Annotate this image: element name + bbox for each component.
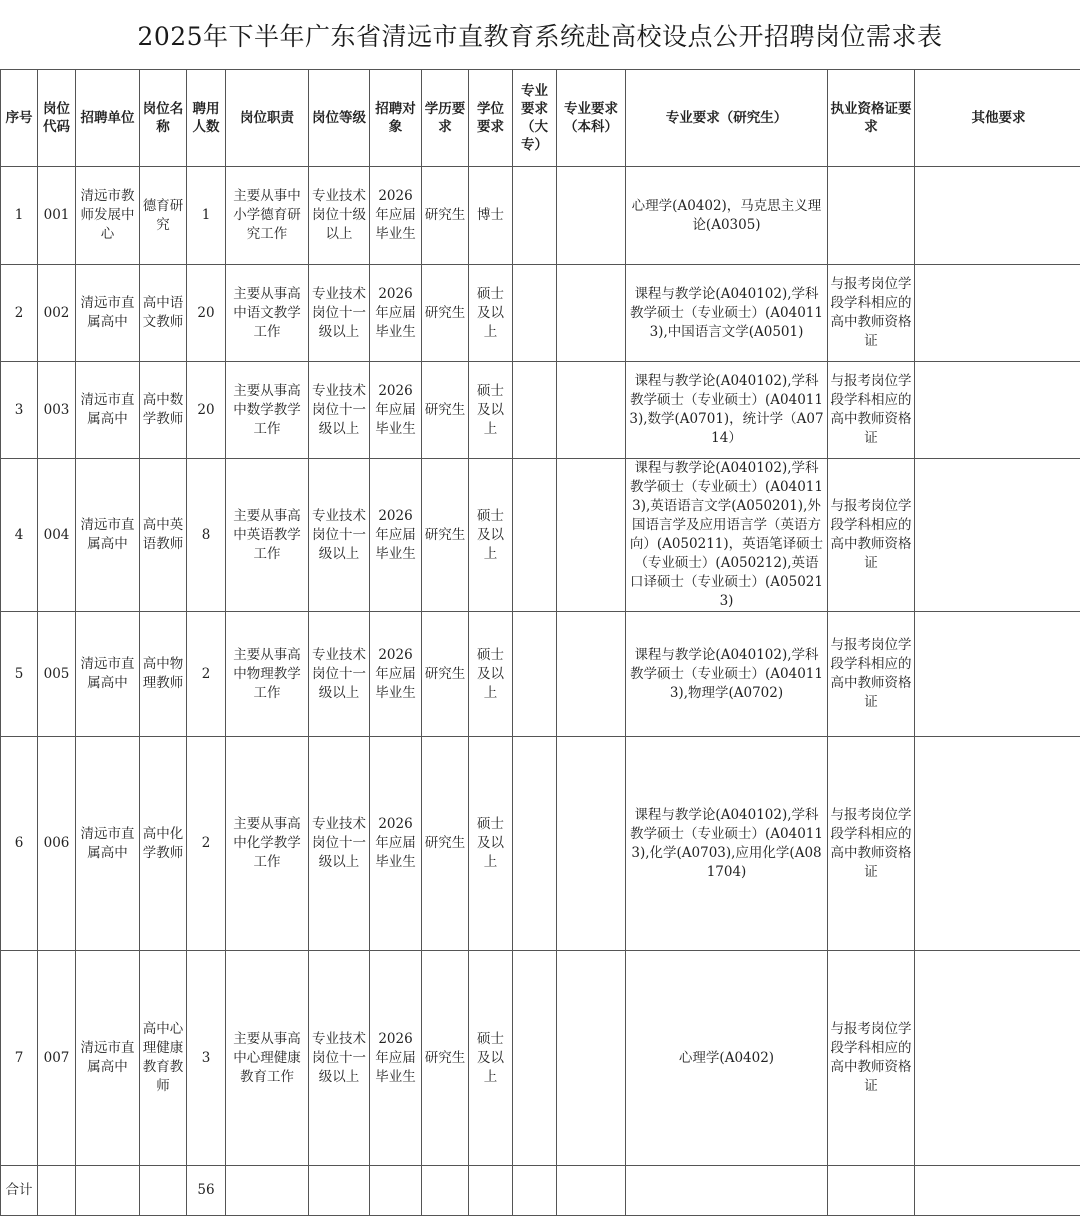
cell-major-grad: 心理学(A0402)，马克思主义理论(A0305)	[626, 167, 828, 265]
table-header-row	[1, 70, 1080, 167]
cell-major-grad: 课程与教学论(A040102),学科教学硕士（专业硕士）(A040113),物理学(A0702)	[626, 612, 828, 737]
cell-post: 德育研究	[140, 167, 187, 265]
total-label: 合计	[1, 1166, 38, 1216]
cell-code: 004	[38, 459, 76, 612]
header-count: 聘用人数	[187, 70, 226, 167]
cell-unit: 清远市直属高中	[76, 737, 140, 951]
cell-other	[915, 265, 1080, 362]
cell-other	[915, 951, 1080, 1166]
cell-major-dazhuan	[513, 167, 557, 265]
cell-target: 2026年应届毕业生	[370, 737, 422, 951]
page-title: 2025年下半年广东省清远市直教育系统赴高校设点公开招聘岗位需求表	[0, 0, 1080, 70]
cell-level: 专业技术岗位十一级以上	[309, 459, 370, 612]
cell-level: 专业技术岗位十一级以上	[309, 362, 370, 459]
cell-edu: 研究生	[422, 951, 469, 1166]
cell-major-dazhuan	[513, 265, 557, 362]
header-duty: 岗位职责	[226, 70, 309, 167]
cell-level: 专业技术岗位十级以上	[309, 167, 370, 265]
cell-seq: 3	[1, 362, 38, 459]
table-row	[1, 951, 1080, 1166]
cell-major-dazhuan	[513, 459, 557, 612]
cell-duty: 主要从事高中化学教学工作	[226, 737, 309, 951]
cell-count: 3	[187, 951, 226, 1166]
header-major-grad: 专业要求（研究生）	[626, 70, 828, 167]
cell-major-grad: 心理学(A0402)	[626, 951, 828, 1166]
cell-code: 005	[38, 612, 76, 737]
cell-major-dazhuan	[513, 612, 557, 737]
cell-major-benke	[557, 737, 626, 951]
cell-target: 2026年应届毕业生	[370, 167, 422, 265]
cell-duty: 主要从事高中语文教学工作	[226, 265, 309, 362]
cell-code: 007	[38, 951, 76, 1166]
recruitment-table	[0, 69, 1080, 1216]
cell-edu: 研究生	[422, 167, 469, 265]
cell-level: 专业技术岗位十一级以上	[309, 612, 370, 737]
cell-cert: 与报考岗位学段学科相应的高中教师资格证	[828, 951, 915, 1166]
table-row	[1, 612, 1080, 737]
cell-count: 20	[187, 265, 226, 362]
cell-duty: 主要从事高中心理健康教育工作	[226, 951, 309, 1166]
cell-seq: 6	[1, 737, 38, 951]
total-empty-cell	[915, 1166, 1080, 1216]
header-edu: 学历要求	[422, 70, 469, 167]
cell-major-dazhuan	[513, 737, 557, 951]
cell-degree: 硕士及以上	[469, 951, 513, 1166]
cell-target: 2026年应届毕业生	[370, 951, 422, 1166]
total-empty-cell	[370, 1166, 422, 1216]
cell-code: 003	[38, 362, 76, 459]
total-row	[1, 1166, 1080, 1216]
cell-count: 8	[187, 459, 226, 612]
cell-post: 高中数学教师	[140, 362, 187, 459]
cell-seq: 5	[1, 612, 38, 737]
cell-cert: 与报考岗位学段学科相应的高中教师资格证	[828, 737, 915, 951]
cell-post: 高中英语教师	[140, 459, 187, 612]
cell-other	[915, 362, 1080, 459]
cell-count: 1	[187, 167, 226, 265]
cell-target: 2026年应届毕业生	[370, 459, 422, 612]
total-empty-cell	[626, 1166, 828, 1216]
cell-unit: 清远市直属高中	[76, 612, 140, 737]
table-row	[1, 167, 1080, 265]
cell-major-grad: 课程与教学论(A040102),学科教学硕士（专业硕士）(A040113),数学(A0701)，统计学（A0714）	[626, 362, 828, 459]
header-unit: 招聘单位	[76, 70, 140, 167]
total-empty-cell	[513, 1166, 557, 1216]
cell-post: 高中化学教师	[140, 737, 187, 951]
cell-level: 专业技术岗位十一级以上	[309, 265, 370, 362]
cell-major-benke	[557, 167, 626, 265]
cell-count: 2	[187, 737, 226, 951]
cell-duty: 主要从事中小学德育研究工作	[226, 167, 309, 265]
total-empty-cell	[309, 1166, 370, 1216]
cell-edu: 研究生	[422, 737, 469, 951]
cell-count: 20	[187, 362, 226, 459]
cell-unit: 清远市直属高中	[76, 362, 140, 459]
cell-seq: 7	[1, 951, 38, 1166]
cell-post: 高中语文教师	[140, 265, 187, 362]
cell-level: 专业技术岗位十一级以上	[309, 737, 370, 951]
cell-edu: 研究生	[422, 612, 469, 737]
cell-degree: 硕士及以上	[469, 362, 513, 459]
cell-unit: 清远市直属高中	[76, 265, 140, 362]
cell-major-benke	[557, 951, 626, 1166]
total-empty-cell	[557, 1166, 626, 1216]
total-empty-cell	[38, 1166, 76, 1216]
header-major-dazhuan: 专业要求（大专）	[513, 70, 557, 167]
cell-unit: 清远市教师发展中心	[76, 167, 140, 265]
total-empty-cell	[76, 1166, 140, 1216]
total-empty-cell	[140, 1166, 187, 1216]
cell-other	[915, 167, 1080, 265]
cell-edu: 研究生	[422, 265, 469, 362]
cell-duty: 主要从事高中英语教学工作	[226, 459, 309, 612]
header-target: 招聘对象	[370, 70, 422, 167]
cell-target: 2026年应届毕业生	[370, 612, 422, 737]
cell-level: 专业技术岗位十一级以上	[309, 951, 370, 1166]
total-empty-cell	[422, 1166, 469, 1216]
cell-seq: 1	[1, 167, 38, 265]
table-row	[1, 459, 1080, 612]
total-count: 56	[187, 1166, 226, 1216]
header-other: 其他要求	[915, 70, 1080, 167]
cell-count: 2	[187, 612, 226, 737]
cell-other	[915, 612, 1080, 737]
table-row	[1, 362, 1080, 459]
header-code: 岗位代码	[38, 70, 76, 167]
cell-major-dazhuan	[513, 951, 557, 1166]
cell-degree: 硕士及以上	[469, 612, 513, 737]
total-empty-cell	[469, 1166, 513, 1216]
cell-code: 002	[38, 265, 76, 362]
cell-code: 001	[38, 167, 76, 265]
cell-degree: 硕士及以上	[469, 737, 513, 951]
header-degree: 学位要求	[469, 70, 513, 167]
cell-degree: 硕士及以上	[469, 265, 513, 362]
cell-major-benke	[557, 265, 626, 362]
cell-major-benke	[557, 362, 626, 459]
cell-edu: 研究生	[422, 459, 469, 612]
cell-major-benke	[557, 459, 626, 612]
table-row	[1, 737, 1080, 951]
cell-unit: 清远市直属高中	[76, 951, 140, 1166]
cell-degree: 硕士及以上	[469, 459, 513, 612]
cell-code: 006	[38, 737, 76, 951]
header-level: 岗位等级	[309, 70, 370, 167]
total-empty-cell	[226, 1166, 309, 1216]
header-major-benke: 专业要求（本科）	[557, 70, 626, 167]
cell-post: 高中心理健康教育教师	[140, 951, 187, 1166]
cell-post: 高中物理教师	[140, 612, 187, 737]
total-empty-cell	[828, 1166, 915, 1216]
header-seq: 序号	[1, 70, 38, 167]
cell-cert: 与报考岗位学段学科相应的高中教师资格证	[828, 459, 915, 612]
cell-major-grad: 课程与教学论(A040102),学科教学硕士（专业硕士）(A040113),英语语言文学(A050201),外国语言学及应用语言学（英语方向）(A050211)，英语笔译硕士（专业硕士）(A050212),英语口译硕士（专业硕士）(A050213)	[626, 459, 828, 612]
cell-other	[915, 737, 1080, 951]
cell-edu: 研究生	[422, 362, 469, 459]
cell-cert: 与报考岗位学段学科相应的高中教师资格证	[828, 362, 915, 459]
cell-unit: 清远市直属高中	[76, 459, 140, 612]
cell-cert	[828, 167, 915, 265]
cell-duty: 主要从事高中数学教学工作	[226, 362, 309, 459]
cell-major-dazhuan	[513, 362, 557, 459]
cell-target: 2026年应届毕业生	[370, 265, 422, 362]
cell-cert: 与报考岗位学段学科相应的高中教师资格证	[828, 612, 915, 737]
cell-other	[915, 459, 1080, 612]
cell-target: 2026年应届毕业生	[370, 362, 422, 459]
cell-cert: 与报考岗位学段学科相应的高中教师资格证	[828, 265, 915, 362]
cell-seq: 4	[1, 459, 38, 612]
header-cert: 执业资格证要求	[828, 70, 915, 167]
table-row	[1, 265, 1080, 362]
header-post: 岗位名称	[140, 70, 187, 167]
cell-seq: 2	[1, 265, 38, 362]
cell-major-grad: 课程与教学论(A040102),学科教学硕士（专业硕士）(A040113),中国语言文学(A0501)	[626, 265, 828, 362]
cell-degree: 博士	[469, 167, 513, 265]
cell-major-benke	[557, 612, 626, 737]
cell-duty: 主要从事高中物理教学工作	[226, 612, 309, 737]
cell-major-grad: 课程与教学论(A040102),学科教学硕士（专业硕士）(A040113),化学(A0703),应用化学(A081704)	[626, 737, 828, 951]
